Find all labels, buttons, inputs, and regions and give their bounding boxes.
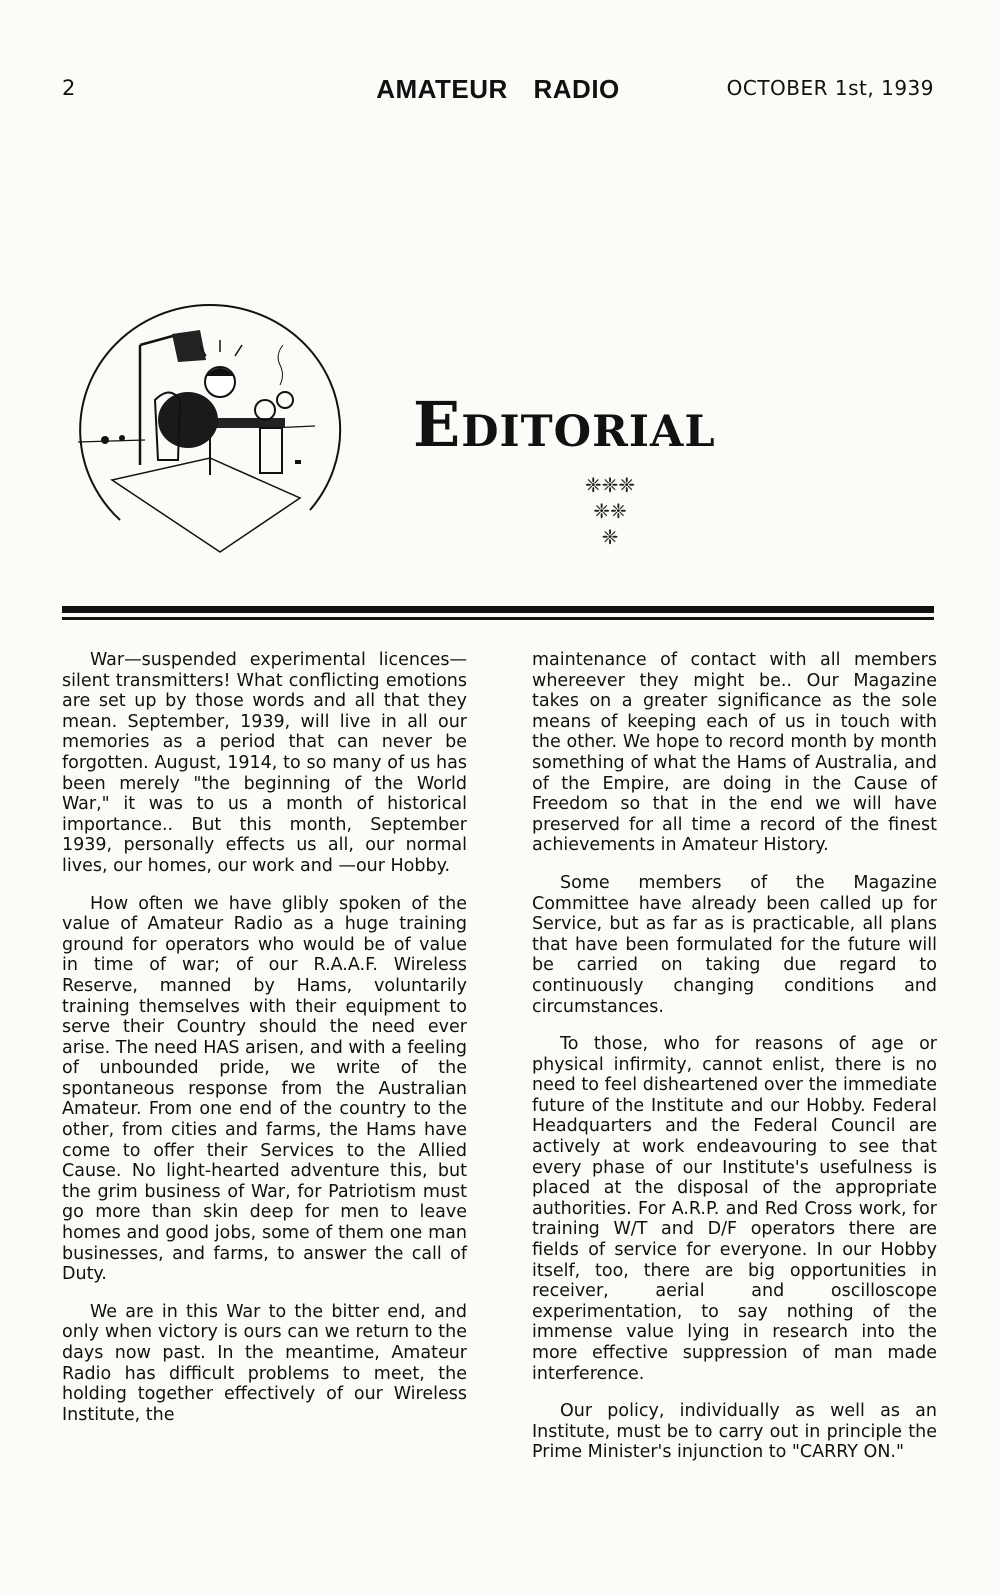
ornament-line: ❈: [601, 525, 619, 549]
right-column: [532, 650, 937, 1480]
paragraph: War—suspended experimental licences—silent transmitters! What conflicting emotions are set up by those words and all that they mean. September, 1939, will live in all our memories as a period that can never be forgotten. August, 1914, to so many of us has been merely "the beginning of the World War," it was to us a month of historical importance.. But this month, September 1939, personally effects us all, our normal lives, our homes, our work and —our Hobby.: [62, 650, 467, 876]
issue-date: OCTOBER 1st, 1939: [726, 76, 934, 100]
paragraph: We are in this War to the bitter end, and only when victory is ours can we return to the days now past. In the meantime, Amateur Radio has difficult problems to meet, the holding together effectively of our Wireless Institute, the: [62, 1301, 467, 1425]
radio-operator-illustration-icon: [60, 290, 360, 580]
editorial-heading: Editorial: [413, 388, 716, 461]
divider-rule: [62, 617, 934, 620]
page-header: [62, 76, 934, 112]
ornament: [560, 472, 660, 550]
page-number: 2: [62, 76, 76, 100]
paragraph: How often we have glibly spoken of the value of Amateur Radio as a huge training ground for operators who would be of value in time of war; of our R.A.A.F. Wireless Reserve, manned by Hams, voluntarily training themselves with their equipment to serve their Country should the need ever arise. The need HAS arisen, and with a feeling of unbounded pride, we write of the spontaneous response from the Australian Amateur. From one end of the country to the other, from cities and farms, the Hams have come to offer their Services to the Allied Cause. No light-hearted adventure this, but the grim business of War, for Patriotism must go more than skin deep for men to leave homes and good jobs, some of them one man businesses, and farms, to answer the call of Duty.: [62, 893, 467, 1285]
paragraph: Some members of the Magazine Committee have already been called up for Service, but as far as is practicable, all plans that have been formulated for the future will be carried on taking due regard to continuously changing conditions and circumstances.: [532, 872, 937, 1017]
ornament-line: ❈❈: [593, 499, 627, 523]
divider-rule: [62, 606, 934, 613]
left-column: [62, 650, 467, 1442]
ornament-line: ❈❈❈: [584, 473, 636, 497]
paragraph: To those, who for reasons of age or physical infirmity, cannot enlist, there is no need to feel disheartened over the immediate future of the Institute and our Hobby. Federal Headquarters and the Federal Council are actively at work endeavouring to see that every phase of our Institute's usefulness is placed at the disposal of the appropriate authorities. For A.R.P. and Red Cross work, for training W/T and D/F operators there are fields of service for everyone. In our Hobby itself, too, there are big opportunities in receiver, aerial and oscilloscope experimentation, to say nothing of the immense value lying in research into the more effective suppression of man made interference.: [532, 1034, 937, 1384]
paragraph: maintenance of contact with all members whereever they might be.. Our Magazine takes on a greater significance as the sole means of keeping each of us in touch with the other. We hope to record month by month something of what the Hams of Australia, and of the Empire, are doing in the Cause of Freedom so that in the end we will have preserved for all time a record of the finest achievements in Amateur History.: [532, 650, 937, 856]
paragraph: Our policy, individually as well as an Institute, must be to carry out in principle the Prime Minister's injunction to "CARRY ON.": [532, 1401, 937, 1463]
magazine-title: AMATEUR RADIO: [376, 74, 620, 104]
